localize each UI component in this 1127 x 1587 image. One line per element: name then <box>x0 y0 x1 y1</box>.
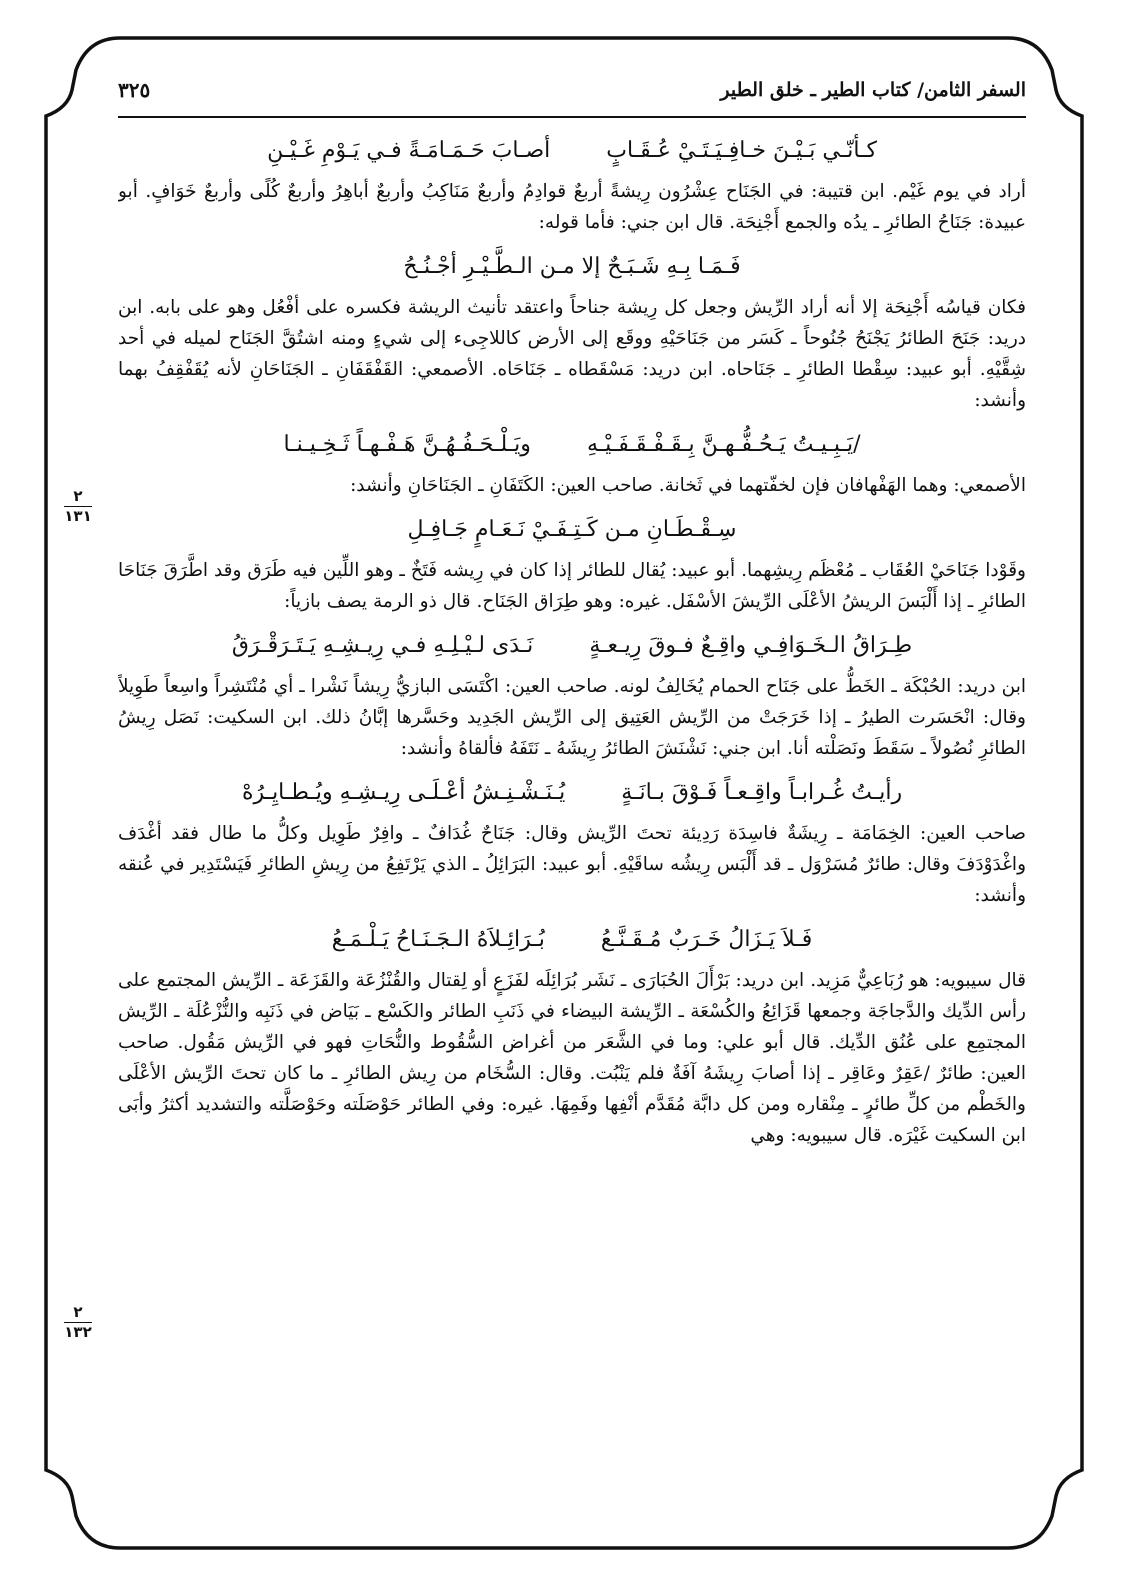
prose-paragraph: فكان قياسُه أَجْنِحَة إلا أنه أراد الرِّيش وجعل كل رِيشة جناحاً واعتقد تأنيث الريشة فكسره على أفْعُل وهو على بابه. ابن دريد: جَنَحَ الطائرُ يَجْنَحُ جُنُوحاً ـ كَسَر من جَنَاحَيْهِ ووقَع إلى الأرض كاللاجِىء إلى شيءٍ ومنه اشتُقَّ الجَنَاح لميله في أحد شِقَّيْهِ. أبو عبيد: سِقْطا الطائرِ ـ جَنَاحاه. ابن دريد: مَسْقَطاه ـ جَنَاحَاه. الأصمعي: القَفْقَفَانِ ـ الجَنَاحَانِ لأنه يُقَفْقِفُ بهما وأنشد: <box>118 297 1026 411</box>
verse-hemistich-first: فَـلاَ يَـزَالُ خَـرَبٌ مُـقَـنَّـعُ <box>600 927 813 952</box>
poem-verse <box>118 244 1026 290</box>
poem-verse <box>118 770 1026 816</box>
prose-paragraph: وقَوْدا جَنَاحَيْ العُقَاب ـ مُعْظَم رِيشِهما. أبو عبيد: يُقال للطائر إذا كان في رِيشه فَتَخٌ ـ وهو اللِّين فيه طَرَق وقد اطَّرَقَ جَنَاحَا الطائرِ ـ إذا أَلْبَسَ الريشُ الأعْلَى الرِّيشَ الأسْفَل. غيره: وهو طِرَاق الجَنَاح. قال ذو الرمة يصف بازياً: <box>118 560 1026 612</box>
poem-verse <box>118 623 1026 669</box>
prose-paragraph: أراد في يوم غَيْم. ابن قتيبة: في الجَنَاح عِشْرُون رِيشةً أربعٌ قوادِمُ وأربعٌ مَنَاكِبُ وأربعٌ أباهِرُ وأربعٌ كُلًى وأربعٌ خَوَافٍ. أبو عبيدة: جَنَاحُ الطائرِ ـ يدُه والجمع أَجْنِحَة. قال ابن جني: فأما قوله: <box>118 181 1026 233</box>
verse-hemistich-second: بُـرَائِـلاَهُ الـجَـنَـاحُ يَـلْـمَـعُ <box>331 927 545 952</box>
margin-reference: ٢ ١٣١ <box>64 487 92 525</box>
page-body <box>118 128 1026 1483</box>
poem-verse <box>118 422 1026 468</box>
verse-hemistich-second: يُـنَـشْـنِـشُ أعْـلَـى رِيـشِـهِ ويُـطـايِـرُهْ <box>241 780 566 805</box>
prose-paragraph: صاحب العين: الخِمَامَة ـ رِيشَةٌ فاسِدَة رَدِيئة تحتَ الرِّيش وقال: جَنَاحٌ غُدَافٌ ـ وافِرٌ طَوِيل وكلُّ ما طال فقد أغْدَف واغْدَوْدَفَ وقال: طائرٌ مُسَرْوَل ـ قد أَلْبَس رِيشُه ساقَيْهِ. أبو عبيد: البَرَائِلُ ـ الذي يَرْتَفِعُ من رِيشِ الطائرِ فَيَسْتَدِير في عُنقه وأنشد: <box>118 823 1026 906</box>
verse-line: فَـمَـا بِـهِ شَـبَـحٌ إلا مـن الـطَّـيْـرِ أجْـنُـحُ <box>403 254 741 279</box>
poem-verse <box>118 507 1026 553</box>
prose-paragraph: الأصمعي: وهما الهَفْهافان فإن لخفّتهما في ثَخانة. صاحب العين: الكَتَفَانِ ـ الجَنَاحَانِ وأنشد: <box>350 475 1026 496</box>
running-title: السفر الثامن/ كتاب الطير ـ خلق الطير <box>720 79 1026 101</box>
prose-paragraph: ابن دريد: الحُبْكَة ـ الخَطُّ على جَنَاح الحمام يُخَالِفُ لونه. صاحب العين: اكْتَسَى البازيُّ رِيشاً نَشْرا ـ أي مُنْتَشِراً واسِعاً طَوِيلاً وقال: انْحَسَرت الطيرُ ـ إذا خَرَجَتْ من الرِّيش العَتِيق إلى الرِّيش الجَدِيد وحَسَّرها إبَّانُ ذلك. ابن السكيت: نَصَل رِيشُ الطائرِ نُصُولاً ـ سَقَطَ ونَصَلْته أنا. ابن جني: نَشْنَشَ الطائرُ رِيشَهُ ـ نَتَفَهُ فألقاهُ وأنشد: <box>118 676 1026 759</box>
verse-hemistich-first: /يَـبِـيـتُ يَـحُـفُّـهـنَّ بِـقَـفْـقَـفَـيْـهِ <box>586 432 861 457</box>
margin-reference: ٢ ١٣٢ <box>64 1303 92 1341</box>
verse-line: سِـقْـطَـانِ مـن كَـتِـفَـيْ نَـعَـامٍ جَـافِـلِ <box>407 517 737 542</box>
verse-hemistich-second: ويَـلْـحَـفُـهُـنَّ هَـفْـهـاً ثَـخِـيـنـا <box>283 432 531 457</box>
poem-verse <box>118 917 1026 963</box>
verse-hemistich-second: أصـابَ حَـمَـامَـةً فـي يَـوْمِ غَـيْـنِ <box>267 138 551 163</box>
page-header <box>118 66 1026 114</box>
poem-verse <box>118 128 1026 174</box>
verse-hemistich-first: كـأنّـي بَـيْـنَ خـافِـيَـتَـيْ عُـقَـابٍ <box>606 138 877 163</box>
verse-hemistich-first: طِـرَاقُ الـخَـوَافِـي واقِـعٌ فـوقَ رِيـعـةٍ <box>589 633 913 658</box>
verse-hemistich-second: نَـدَى لـيْـلِـهِ فـي رِيـشِـهِ يَـتَـرَقْـرَقُ <box>231 633 534 658</box>
prose-paragraph: قال سيبويه: هو رُبَاعِيٌّ مَزِيد. ابن دريد: بَرْأَلَ الحُبَارَى ـ نَشَر بُرَائِلَه لفَزَعٍ أو لِقتال والقُنْزُعَة والقَزَعَة ـ الرِّيش المجتمع على رأس الدِّيك والدَّجاجَة وجمعها قَزَائِعُ والكُسْعَة ـ الرِّيشة البيضاء في ذَنَبِ الطائر والكَسْع ـ بَيَاض في ذَنَبِه والنُّزْعُلَة ـ الرِّيش المجتمِع على عُنُق الدِّيك. قال أبو علي: وما في الشَّعَر من أغراض السُّقُوط والنُّحَاتِ فهو في الرِّيش مَقُول. صاحب العين: طائرٌ /عَقِرٌ وعَاقِر ـ إذا أصابَ رِيشَهُ آفَةٌ فلم يَنْبُت. وقال: السُّخَام من رِيش الطائرِ ـ ما كان تحتَ الرِّيش الأعْلَى والخَطْم من كلِّ طائرٍ ـ مِنْقاره ومن كل دابَّة مُقَدَّم أنْفِها وفَمِهَا. غيره: وفي الطائر حَوْصَلَته وحَوْصَلَّته والتشديد أكثرُ وأبَى ابن السكيت غَيْرَه. قال سيبويه: وهي <box>118 970 1026 1146</box>
header-rule <box>118 116 1026 118</box>
page-number: ٣٢٥ <box>118 78 151 102</box>
verse-hemistich-first: رأيـتُ غُـرابـاً واقِـعـاً فَـوْقَ بـانَـةٍ <box>621 780 903 805</box>
